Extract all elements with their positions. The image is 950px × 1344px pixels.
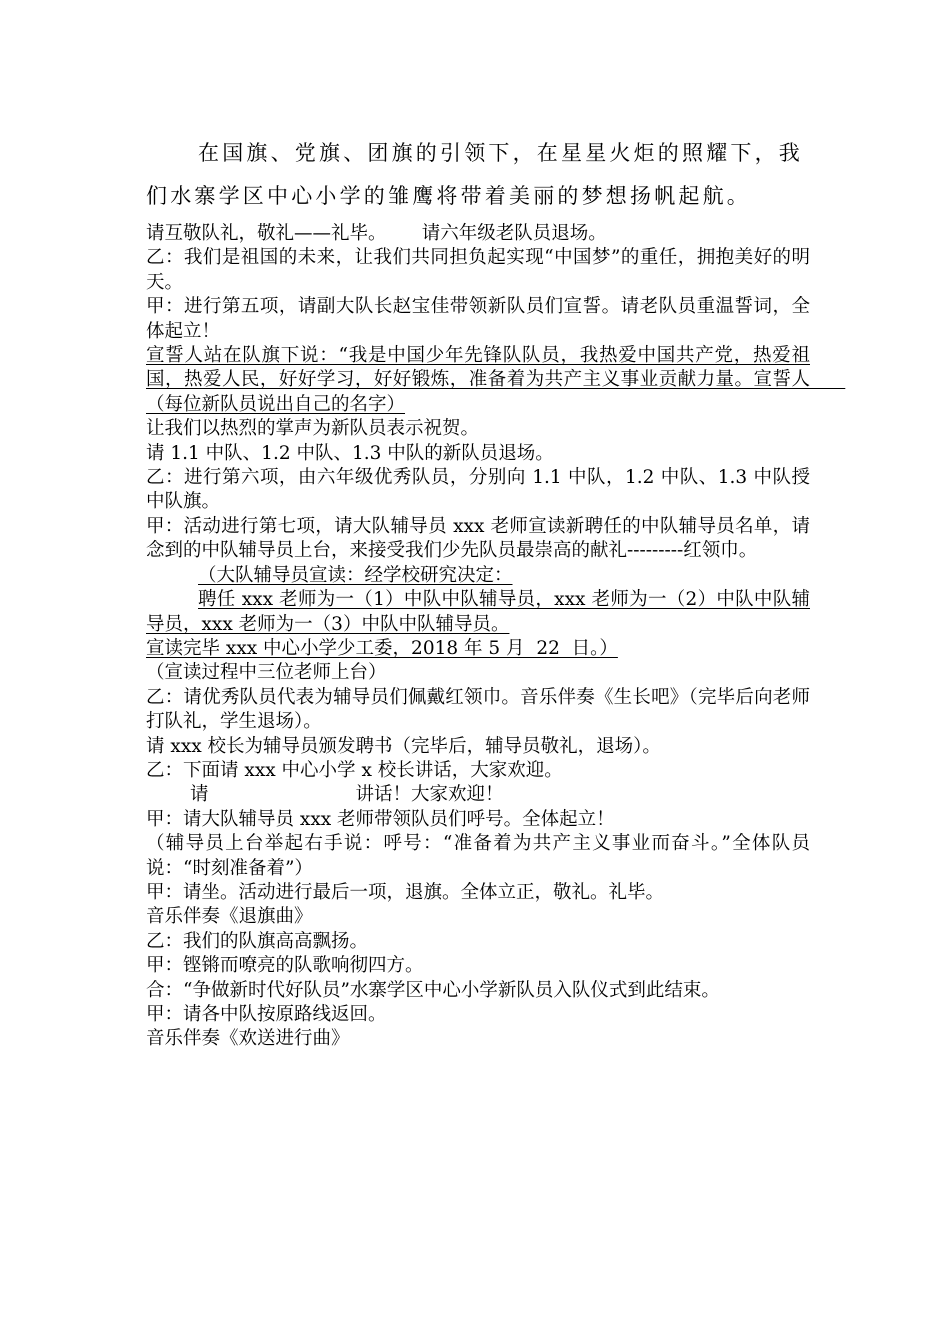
line-speech: 请 讲话！大家欢迎！	[190, 784, 504, 806]
line-jia-return: 甲：请各中队按原路线返回。	[146, 1004, 387, 1025]
line-yi-item6: 乙：进行第六项，由六年级优秀队员，分别向 1.1 中队，1.2 中队、1.3 中队授中队旗。	[146, 467, 810, 513]
line-yi-principal: 乙：下面请 xxx 中心小学 x 校长讲话，大家欢迎。	[146, 759, 563, 781]
line-music-retire: 音乐伴奏《退旗曲》	[146, 906, 313, 928]
intro-paragraph: 在国旗、党旗、团旗的引领下，在星星火炬的照耀下，我们水寨学区中心小学的雏鹰将带着美丽的梦想扬帆起航。	[146, 141, 803, 208]
line-certificate: 请 xxx 校长为辅导员颁发聘书（完毕后，辅导员敬礼，退场）。	[146, 735, 661, 757]
line-announce-end: 宣读完毕 xxx 中心小学少工委，2018 年 5 月 22 日。）	[146, 637, 618, 659]
line-yi-future: 乙：我们是祖国的未来，让我们共同担负起实现“中国梦”的重任，拥抱美好的明天。	[146, 247, 810, 293]
line-jia-flag-retire: 甲：请坐。活动进行最后一项，退旗。全体立正，敬礼。礼毕。	[146, 881, 665, 903]
line-new-members-exit: 请 1.1 中队、1.2 中队、1.3 中队的新队员退场。	[146, 442, 554, 464]
line-he-end: 合：“争做新时代好队员”水寨学区中心小学新队员入队仪式到此结束。	[146, 979, 720, 1001]
line-yi-scarf: 乙：请优秀队员代表为辅导员们佩戴红领巾。音乐伴奏《生长吧》（完毕后向老师打队礼，学生退场）。	[146, 686, 810, 733]
line-yi-flag: 乙：我们的队旗高高飘扬。	[146, 930, 369, 952]
line-announce: （大队辅导员宣读：经学校研究决定：	[198, 564, 513, 586]
document-body	[146, 132, 846, 1052]
line-jia-slogan: 甲：请大队辅导员 xxx 老师带领队员们呼号。全体起立！	[146, 808, 615, 830]
line-jia-song: 甲：铿锵而嘹亮的队歌响彻四方。	[146, 955, 424, 977]
line-applause: 让我们以热烈的掌声为新队员表示祝贺。	[146, 418, 480, 440]
line-salute: 请互敬队礼，敬礼——礼毕。 请六年级老队员退场。	[146, 223, 607, 244]
line-jia-item7: 甲：活动进行第七项，请大队辅导员 xxx 老师宣读新聘任的中队辅导员名单，请念到的中队辅导员上台，来接受我们少先队员最崇高的献礼---------红领巾。	[146, 515, 810, 562]
line-jia-item5: 甲：进行第五项，请副大队长赵宝佳带领新队员们宣誓。请老队员重温誓词，全体起立！	[146, 296, 810, 342]
line-appointment: 聘任 xxx 老师为一（1）中队中队辅导员，xxx 老师为一（2）中队中队辅导员，xxx 老师为一（3）中队中队辅导员。	[146, 589, 810, 635]
line-teachers-onstage: （宣读过程中三位老师上台）	[146, 662, 387, 684]
line-oath: 宣誓人站在队旗下说：“我是中国少年先锋队队员，我热爱中国共产党，热爱祖国，热爱人民，好好学习，好好锻炼，准备着为共产主义事业贡献力量。宣誓人 （每位新队员说出自己的名字）	[146, 345, 846, 415]
line-music-farewell: 音乐伴奏《欢送进行曲》	[146, 1028, 350, 1050]
line-slogan: （辅导员上台举起右手说：呼号：“准备着为共产主义事业而奋斗。”全体队员说：“时刻准备着”）	[146, 833, 810, 879]
